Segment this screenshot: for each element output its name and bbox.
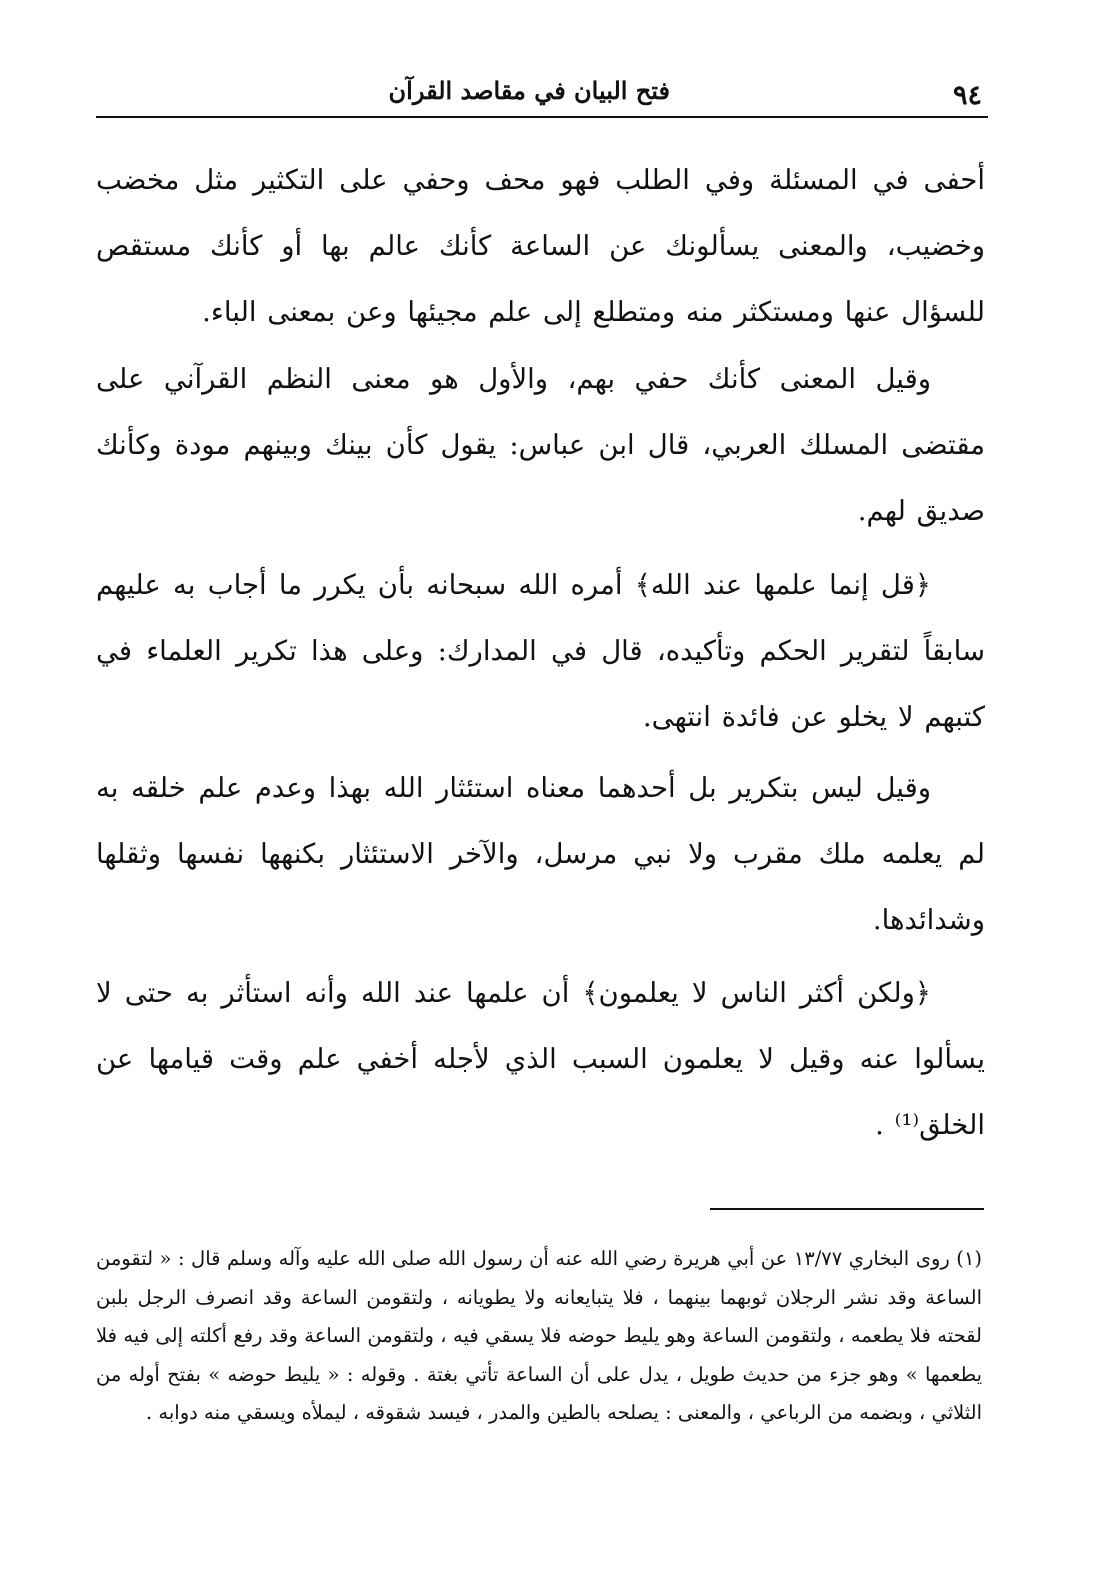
page-header (96, 70, 988, 114)
body-paragraph: وقيل ليس بتكرير بل أحدهما معناه استئثار الله بهذا وعدم علم خلقه به لم يعلمه ملك مقرب ولا نبي مرسل، والآخر الاستئثار بكنهها نفسها وثقلها وشدائدها. (96, 772, 985, 936)
footnote: (١) روى البخاري ١٣/٧٧ عن أبي هريرة رضي الله عنه أن رسول الله صلى الله عليه وآله وسلم قال : « لتقومن الساعة وقد نشر الرجلان ثوبهما بينهما ، فلا يتبايعانه ولا يطويانه ، ولتقومن الساعة وقد انصرف الرجل بلبن لقحته فلا يطعمه ، ولتقومن الساعة وهو يليط حوضه فلا يسقي فيه ، ولتقومن الساعة وقد رفع أكلته إلى فيه فلا يطعمها » وهو جزء من حديث طويل ، يدل على أن الساعة تأتي بغتة . وقوله : « يليط حوضه » بفتح أوله من الثلاثي ، وبضمه من الرباعي ، والمعنى : يصلحه بالطين والمدر ، فيسد شقوقه ، ليملأه ويسقي منه دوابه . (96, 1247, 982, 1425)
body-paragraph: أحفى في المسئلة وفي الطلب فهو محف وحفي على التكثير مثل مخضب وخضيب، والمعنى يسألونك عن الساعة كأنك عالم بها أو كأنك مستقص للسؤال عنها ومستكثر منه ومتطلع إلى علم مجيئها وعن بمعنى الباء. (96, 164, 985, 328)
header-rule (96, 116, 988, 118)
page-number: ٩٤ (952, 80, 982, 111)
running-title: فتح البيان في مقاصد القرآن (388, 76, 670, 105)
body-paragraph: وقيل المعنى كأنك حفي بهم، والأول هو معنى النظم القرآني على مقتضى المسلك العربي، قال ابن عباس: يقول كأن بينك وبينهم مودة وكأنك صديق لهم. (96, 363, 985, 527)
body-paragraph: ﴿ولكن أكثر الناس لا يعلمون﴾ أن علمها عند الله وأنه استأثر به حتى لا يسألوا عنه وقيل لا يعلمون السبب الذي لأجله أخفي علم وقت قيامها عن الخلق⁽¹⁾ . (96, 977, 985, 1141)
body-paragraph: ﴿قل إنما علمها عند الله﴾ أمره الله سبحانه بأن يكرر ما أجاب به عليهم سابقاً لتقرير الحكم وتأكيده، قال في المدارك: وعلى هذا تكرير العلماء في كتبهم لا يخلو عن فائدة انتهى. (96, 569, 985, 733)
footnote-separator (710, 1208, 984, 1210)
